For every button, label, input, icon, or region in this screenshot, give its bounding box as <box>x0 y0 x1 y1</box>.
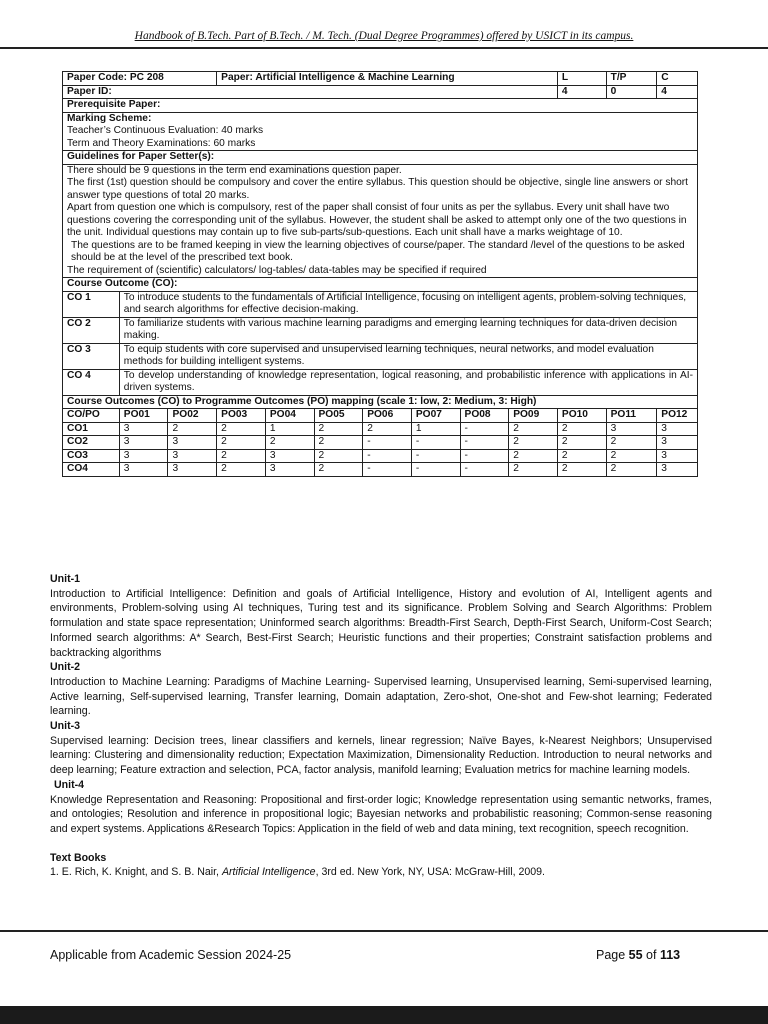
textbook-publisher: , 3rd ed. New York, NY, USA: McGraw-Hill, 2009. <box>315 866 545 879</box>
mapping-cell: - <box>460 449 509 463</box>
page-number <box>596 948 680 962</box>
mapping-cell: - <box>460 422 509 436</box>
marking-line-1: Teacher’s Continuous Evaluation: 40 marks <box>67 125 264 136</box>
mapping-col-header: PO03 <box>217 409 266 423</box>
tp-header: T/P <box>606 72 657 86</box>
unit-text: Introduction to Machine Learning: Paradigms of Machine Learning- Supervised learning, Unsupervised learning, Semi-supervised learning, Active learning, Self-supervised learning, Transfer learning, Domain adaptation, Zero-shot, One-shot and Few-shot learning; Federated learning. <box>50 675 712 718</box>
mapping-col-header: PO06 <box>363 409 412 423</box>
textbook-title: Artificial Intelligence <box>221 866 316 879</box>
mapping-cell: - <box>460 463 509 477</box>
co-text: To familiarize students with various machine learning paradigms and emerging learning techniques for data-driven decision making. <box>119 317 697 343</box>
mapping-cell: 3 <box>657 436 698 450</box>
guidelines-heading: Guidelines for Paper Setter(s): <box>63 151 698 165</box>
mapping-cell: CO4 <box>63 463 120 477</box>
mapping-cell: - <box>363 463 412 477</box>
mapping-cell: 2 <box>168 422 217 436</box>
paper-code: Paper Code: PC 208 <box>63 72 217 86</box>
co-id: CO 1 <box>63 291 120 317</box>
page-separator: of <box>642 948 660 962</box>
co-row <box>63 369 698 395</box>
mapping-col-header: PO11 <box>606 409 657 423</box>
unit-text: Introduction to Artificial Intelligence: Definition and goals of Artificial Intelligence, History and evolution of AI, Intelligent agents and environments, Problem-solving using AI techniques, Turing test and its significance. Problem Solving and Search Algorithms: Problem formulation and state space representation; Uninformed search algorithms: Breadth-First Search, Depth-First Search, Uniform-Cost Search; Informed search algorithms: A* Search, Best-First Search; Heuristic functions and their properties; Constraint satisfaction problems and backtracking algorithms <box>50 587 712 659</box>
mapping-cell: 1 <box>265 422 314 436</box>
page-header: Handbook of B.Tech. Part of B.Tech. / M. Tech. (Dual Degree Programmes) offered by USICT in its campus. <box>134 30 634 42</box>
mapping-cell: 3 <box>168 436 217 450</box>
footer-rule <box>0 930 768 932</box>
mapping-cell: 3 <box>657 422 698 436</box>
mapping-col-header: PO07 <box>411 409 460 423</box>
marking-row <box>63 112 698 151</box>
textbook-item <box>50 865 712 880</box>
mapping-cell: 3 <box>657 463 698 477</box>
mapping-col-header: PO09 <box>509 409 558 423</box>
mapping-col-header: PO10 <box>557 409 606 423</box>
mapping-cell: 3 <box>119 436 168 450</box>
mapping-row <box>63 463 698 477</box>
mapping-cell: 1 <box>411 422 460 436</box>
mapping-cell: 3 <box>119 463 168 477</box>
co-row <box>63 317 698 343</box>
marking-heading: Marking Scheme: <box>67 112 152 124</box>
mapping-col-header: PO12 <box>657 409 698 423</box>
co-text: To equip students with core supervised and unsupervised learning techniques, neural networks, and model evaluation methods for building intelligent systems. <box>119 343 697 369</box>
mapping-col-header: PO08 <box>460 409 509 423</box>
mapping-col-header: PO02 <box>168 409 217 423</box>
mapping-cell: 2 <box>217 422 266 436</box>
textbook-authors: 1. E. Rich, K. Knight, and S. B. Nair, <box>50 866 222 879</box>
syllabus-body <box>50 572 712 880</box>
co-text: To introduce students to the fundamentals of Artificial Intelligence, focusing on intelligent agents, problem-solving techniques, and search algorithms for effective decision-making. <box>119 291 697 317</box>
prerequisite: Prerequisite Paper: <box>63 99 698 113</box>
mapping-cell: 3 <box>119 422 168 436</box>
co-row <box>63 343 698 369</box>
guidelines-row <box>63 164 698 278</box>
course-outcome-heading: Course Outcome (CO): <box>63 278 698 292</box>
mapping-cell: 2 <box>509 449 558 463</box>
mapping-cell: 2 <box>509 436 558 450</box>
co-heading-row <box>63 278 698 292</box>
co-id: CO 4 <box>63 369 120 395</box>
mapping-cell: 2 <box>314 436 363 450</box>
mapping-cell: 3 <box>168 463 217 477</box>
mapping-cell: 3 <box>606 422 657 436</box>
page-total: 113 <box>659 948 681 962</box>
mapping-col-header: CO/PO <box>63 409 120 423</box>
mapping-cell: 2 <box>557 422 606 436</box>
mapping-cell: 3 <box>265 463 314 477</box>
co-row <box>63 291 698 317</box>
tp-value: 0 <box>606 85 657 99</box>
mapping-cell: 2 <box>363 422 412 436</box>
mapping-cell: 2 <box>217 449 266 463</box>
c-value: 4 <box>657 85 698 99</box>
syllabus-table <box>62 71 698 477</box>
footer-session: Applicable from Academic Session 2024-25 <box>50 948 292 962</box>
mapping-cell: - <box>411 463 460 477</box>
mapping-cell: 3 <box>657 449 698 463</box>
unit-title: Unit-2 <box>50 661 81 674</box>
guideline-5: The requirement of (scientific) calculators/ log-tables/ data-tables may be specified if required <box>67 264 487 276</box>
unit-title: Unit-3 <box>50 720 81 733</box>
co-text: To develop understanding of knowledge representation, logical reasoning, and probabilistic inference with applications in AI-driven systems. <box>119 369 697 395</box>
mapping-cell: 2 <box>509 422 558 436</box>
co-id: CO 2 <box>63 317 120 343</box>
mapping-row <box>63 449 698 463</box>
prereq-row <box>63 99 698 113</box>
mapping-cell: 2 <box>557 449 606 463</box>
paper-code-row <box>63 72 698 86</box>
mapping-cell: 2 <box>557 463 606 477</box>
mapping-cell: 2 <box>314 463 363 477</box>
mapping-heading: Course Outcomes (CO) to Programme Outcomes (PO) mapping (scale 1: low, 2: Medium, 3: High) <box>63 395 698 409</box>
marking-line-2: Term and Theory Examinations: 60 marks <box>67 137 256 149</box>
mapping-cell: CO1 <box>63 422 120 436</box>
paper-id-row <box>63 85 698 99</box>
mapping-col-header: PO04 <box>265 409 314 423</box>
unit-title: Unit-4 <box>54 778 85 791</box>
mapping-cell: CO3 <box>63 449 120 463</box>
mapping-cell: - <box>411 436 460 450</box>
mapping-cell: CO2 <box>63 436 120 450</box>
l-header: L <box>557 72 606 86</box>
mapping-heading-row <box>63 395 698 409</box>
mapping-cell: - <box>363 436 412 450</box>
guideline-3: Apart from question one which is compulsory, rest of the paper shall consist of four units as per the syllabus. Every unit shall have two questions covering the corresponding unit of the syllabus. However, the student shall be asked to attempt only one of the two questions in the unit. Individual questions may contain up to five sub-parts/sub-questions. Each unit shall have a marks weightage of 10. <box>67 202 687 238</box>
mapping-cell: 2 <box>314 422 363 436</box>
mapping-cell: 2 <box>314 449 363 463</box>
paper-id: Paper ID: <box>63 85 558 99</box>
mapping-cell: 2 <box>606 463 657 477</box>
mapping-row <box>63 422 698 436</box>
unit-text: Supervised learning: Decision trees, linear classifiers and kernels, linear regression; Naïve Bayes, k-Nearest Neighbors; Unsupervised learning: Clustering and dimensionality reduction; Expectation Maximization, Dimensionality Reduction. Introduction to neural networks and deep learning; Feature extraction and selection, PCA, factor analysis, manifold learning; Evaluation metrics for machine learning models. <box>50 734 712 777</box>
mapping-col-header: PO01 <box>119 409 168 423</box>
mapping-cell: - <box>460 436 509 450</box>
unit-text: Knowledge Representation and Reasoning: Propositional and first-order logic; Knowledge representation using semantic networks, frames, and ontologies; Resolution and inference in propositional logic; Bayesian networks and probabilistic reasoning; Common-sense reasoning and expert systems. Applications &Research Topics: Application in the field of web and data mining, text recognition, speech recognition. <box>50 793 712 835</box>
marking-scheme <box>63 112 698 151</box>
mapping-row <box>63 436 698 450</box>
textbooks-heading: Text Books <box>50 851 107 864</box>
mapping-cell: 2 <box>217 463 266 477</box>
co-id: CO 3 <box>63 343 120 369</box>
guideline-4: The questions are to be framed keeping in view the learning objectives of course/paper. The standard /level of the questions to be asked should be at the level of the prescribed text book. <box>71 239 685 263</box>
mapping-cell: 2 <box>606 436 657 450</box>
guideline-2: The first (1st) question should be compulsory and cover the entire syllabus. This question should be objective, single line answers or short answer type questions of total 20 marks. <box>67 177 689 201</box>
guideline-1: There should be 9 questions in the term end examinations question paper. <box>67 164 402 176</box>
l-value: 4 <box>557 85 606 99</box>
bottom-bar <box>0 1006 768 1024</box>
mapping-cell: - <box>411 449 460 463</box>
mapping-cell: 2 <box>557 436 606 450</box>
mapping-header-row <box>63 409 698 423</box>
mapping-cell: - <box>363 449 412 463</box>
mapping-cell: 2 <box>509 463 558 477</box>
mapping-cell: 2 <box>606 449 657 463</box>
c-header: C <box>657 72 698 86</box>
page-current: 55 <box>628 948 643 962</box>
mapping-cell: 2 <box>265 436 314 450</box>
mapping-cell: 2 <box>217 436 266 450</box>
header-rule <box>0 47 768 49</box>
mapping-cell: 3 <box>168 449 217 463</box>
unit-title: Unit-1 <box>50 573 81 585</box>
page-label: Page <box>596 948 629 962</box>
mapping-cell: 3 <box>265 449 314 463</box>
guidelines-body <box>63 164 698 278</box>
mapping-col-header: PO05 <box>314 409 363 423</box>
guidelines-heading-row <box>63 151 698 165</box>
mapping-cell: 3 <box>119 449 168 463</box>
paper-title: Paper: Artificial Intelligence & Machine Learning <box>217 72 558 86</box>
